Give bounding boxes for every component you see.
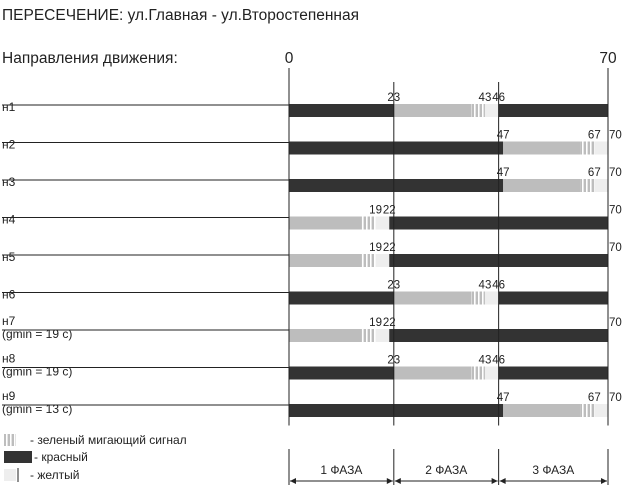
time-mark-label: 19	[369, 204, 382, 217]
phase-span	[500, 463, 607, 484]
legend-label: - желтый	[30, 468, 80, 482]
axis-end-label: 70	[599, 50, 617, 67]
direction-name: н4	[2, 212, 16, 227]
time-mark-label: 70	[609, 392, 622, 404]
signal-segment-green-blink	[471, 292, 485, 305]
signal-segment-green	[394, 292, 471, 305]
signal-segment-green-blink	[581, 142, 595, 155]
legend-swatch	[4, 469, 16, 481]
legend-item-red	[4, 450, 88, 464]
signal-segment-green	[289, 254, 362, 267]
signal-segment-green	[289, 329, 362, 342]
time-mark-label: 67	[587, 167, 601, 179]
time-mark-label: 46	[492, 279, 506, 292]
signal-segment-yellow	[485, 292, 499, 305]
phase-label: 2 ФАЗА	[425, 463, 468, 477]
time-mark-label: 47	[496, 129, 510, 142]
time-mark-label: 19	[369, 242, 382, 254]
signal-segment-yellow	[376, 329, 390, 342]
phase-arrow-right	[387, 478, 393, 484]
legend-item-green-blink	[4, 433, 187, 447]
direction-row	[2, 352, 608, 380]
time-mark-label: 67	[587, 392, 601, 404]
time-mark-label: 23	[387, 279, 401, 292]
signal-segment-green	[503, 142, 580, 155]
signal-segment-yellow	[594, 404, 608, 417]
phase-label: 1 ФАЗА	[320, 463, 363, 477]
legend-swatch	[4, 434, 16, 446]
time-mark-label: 23	[387, 354, 401, 367]
direction-name: н2	[2, 137, 16, 152]
time-mark-label: 70	[609, 204, 622, 217]
phase-arrow-left	[395, 478, 401, 484]
signal-segment-red	[289, 142, 503, 155]
signal-segment-red	[499, 292, 608, 305]
signal-segment-red	[499, 367, 608, 380]
phase-span	[290, 463, 393, 484]
legend	[4, 433, 187, 482]
directions-heading: Направления движения:	[2, 50, 178, 67]
signal-segment-green-blink	[362, 217, 376, 230]
phase-scale	[289, 449, 608, 485]
signal-segment-red	[289, 367, 394, 380]
time-mark-label: 43	[478, 279, 492, 292]
time-mark-label: 47	[496, 392, 510, 404]
direction-row	[2, 130, 622, 155]
signal-segment-green-blink	[471, 367, 485, 380]
signal-segment-green-blink	[581, 404, 595, 417]
signal-segment-red	[499, 104, 608, 117]
signal-segment-yellow	[376, 254, 390, 267]
direction-name: н6	[2, 287, 16, 302]
phase-arrow-left	[290, 478, 296, 484]
direction-row	[2, 92, 608, 117]
signal-segment-yellow	[485, 367, 499, 380]
signal-segment-green-blink	[471, 104, 485, 117]
direction-name: н9	[2, 389, 16, 403]
signal-segment-green	[394, 104, 471, 117]
signal-segment-yellow	[594, 179, 608, 192]
signal-segment-green	[289, 217, 362, 230]
page-title: ПЕРЕСЕЧЕНИЕ: ул.Главная - ул.Второстепенная	[2, 7, 359, 24]
time-mark-label: 46	[492, 354, 506, 367]
legend-label: - зеленый мигающий сигнал	[30, 433, 187, 447]
direction-row	[2, 205, 622, 230]
phase-label: 3 ФАЗА	[532, 463, 575, 477]
time-mark-label: 22	[382, 317, 396, 329]
signal-segment-green-blink	[362, 329, 376, 342]
time-mark-label: 47	[496, 167, 510, 179]
signal-segment-green	[503, 179, 580, 192]
time-mark-label: 70	[609, 242, 622, 254]
legend-item-yellow	[4, 468, 79, 482]
direction-name: н8	[2, 351, 16, 366]
time-mark-label: 70	[609, 167, 622, 179]
signal-segment-red	[289, 179, 503, 192]
time-mark-label: 70	[609, 129, 622, 142]
signal-segment-red	[289, 292, 394, 305]
time-mark-label: 67	[587, 129, 601, 142]
direction-row	[2, 242, 622, 267]
phase-span	[395, 463, 498, 484]
legend-label: - красный	[34, 450, 88, 464]
signal-segment-green	[503, 404, 580, 417]
time-mark-label: 70	[609, 317, 622, 329]
time-mark-label: 43	[478, 92, 492, 104]
signal-segment-green-blink	[362, 254, 376, 267]
phase-arrow-left	[500, 478, 506, 484]
direction-row	[2, 280, 608, 305]
time-mark-label: 43	[478, 354, 492, 367]
direction-name: н3	[2, 175, 16, 189]
time-mark-label: 22	[382, 242, 396, 254]
time-mark-label: 46	[492, 92, 506, 104]
direction-name: н1	[2, 100, 16, 114]
direction-name: н5	[2, 250, 16, 264]
direction-gmin-note: (gmin = 13 с)	[2, 402, 73, 416]
time-mark-label: 19	[369, 317, 382, 329]
signal-segment-red	[289, 404, 503, 417]
direction-row	[2, 389, 622, 417]
signal-segment-yellow	[485, 104, 499, 117]
signal-segment-yellow	[594, 142, 608, 155]
signal-segment-yellow	[376, 217, 390, 230]
time-mark-label: 23	[387, 92, 401, 104]
direction-row	[2, 314, 622, 342]
legend-swatch	[4, 451, 32, 463]
direction-row	[2, 167, 622, 192]
phase-arrow-right	[601, 478, 607, 484]
signal-segment-red	[289, 104, 394, 117]
phase-arrow-right	[492, 478, 498, 484]
signal-segment-green-blink	[581, 179, 595, 192]
signal-segment-green	[394, 367, 471, 380]
direction-gmin-note: (gmin = 19 с)	[2, 364, 73, 379]
direction-rows	[2, 92, 622, 417]
time-axis	[285, 50, 617, 82]
axis-start-label: 0	[284, 50, 294, 67]
time-mark-label: 22	[382, 204, 396, 217]
direction-gmin-note: (gmin = 19 с)	[2, 327, 73, 341]
direction-name: н7	[2, 314, 16, 328]
